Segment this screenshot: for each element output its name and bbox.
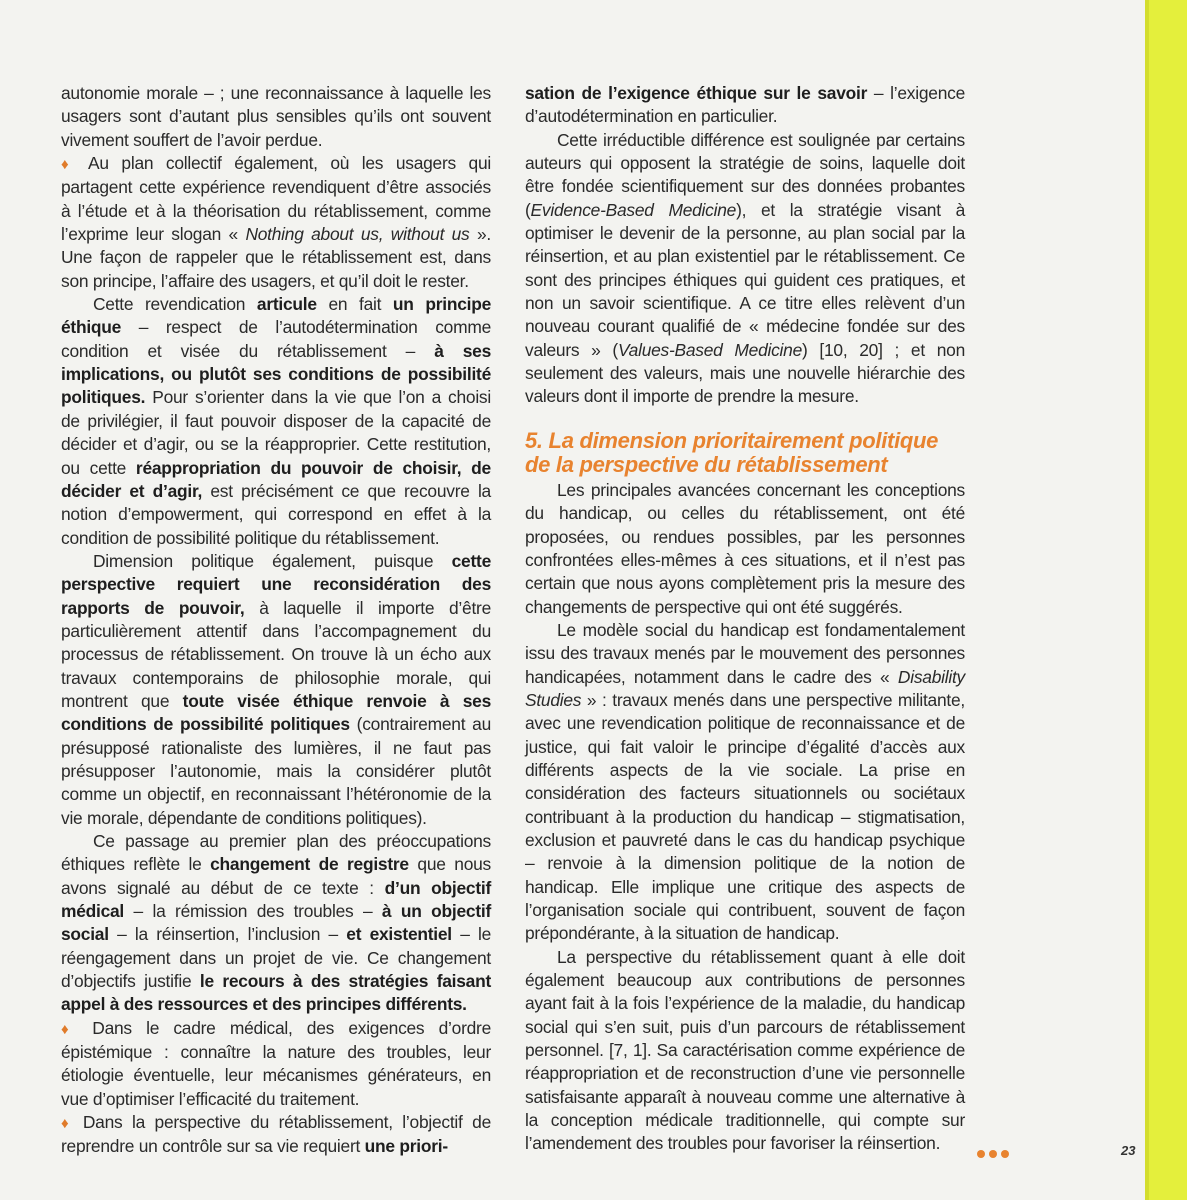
paragraph: Ce passage au premier plan des préoccupations éthiques reflète le changement de registre que nous avons signalé au début de ce texte : d’un objectif médical – la rémission des troubles – à un objectif social – la réinsertion, l’inclusion – et existentiel – le réengagement dans un projet de vie. Ce changement d’objectifs justifie le recours à des stratégies faisant appel à des ressources et des principes différents. bbox=[61, 831, 492, 1015]
page-number: 23 bbox=[1121, 1143, 1136, 1158]
diamond-bullet-icon: ♦ bbox=[61, 1115, 74, 1133]
bullet-paragraph: ♦ Dans le cadre médical, des exigences d’ordre épistémique : connaître la nature des troubles, leur étiologie éventuelle, leur mécanismes générateurs, en vue d’optimiser l’efficacité du traitement. bbox=[61, 1017, 491, 1109]
paragraph: La perspective du rétablissement quant à elle doit également beaucoup aux contributions de personnes ayant fait à la fois l’expérience de la maladie, du handicap social qui s’en suit, puis d’un parcours de rétablissement personnel. [7, 1]. Sa caractérisation comme expérience de réappropriation et de reconstruction d’une vie personnelle satisfaisante apparaît à nouveau comme une alternative à la conception médicale traditionnelle, qui compte sur l’amendement des troubles pour favoriser la réinsertion. bbox=[525, 946, 965, 1154]
paragraph: Dimension politique également, puisque cette perspective requiert une reconsidération des rapports de pouvoir, à laquelle il importe d’être particulièrement attentif dans l’accompagnement du processus de rétablissement. On trouve là un écho aux travaux contemporains de philosophie morale, qui montrent que toute visée éthique renvoie à ses conditions de possibilité politiques (contrairement au présupposé rationaliste des lumières, il ne faut pas présupposer l’autonomie, mais la considérer plutôt comme un objectif, en reconnaissant l’hétéronomie de la vie morale, dépendante de conditions politiques). bbox=[61, 550, 492, 828]
paragraph: Cette revendication articule en fait un principe éthique – respect de l’autodétermination comme condition et visée du rétablissement – à ses implications, ou plutôt ses conditions de possibilité politiques. Pour s’orienter dans la vie que l’on a choisi de privilégier, il faut pouvoir disposer de la capacité de décider et d’agir, ou se la réapproprier. Cette restitution, ou cette réappropriation du pouvoir de choisir, de décider et d’agir, est précisément ce que recouvre la notion d’empowerment, qui correspond en effet à la condition de possibilité politique du rétablissement. bbox=[61, 294, 491, 548]
paragraph: autonomie morale – ; une reconnaissance à laquelle les usagers sont d’autant plus sensibles qu’ils ont souvent vivement souffert de l’avoir perdue. bbox=[61, 83, 491, 150]
bullet-paragraph: ♦ Dans la perspective du rétablissement, l’objectif de reprendre un contrôle sur sa vie requiert une priori- bbox=[61, 1112, 491, 1157]
paragraph: Cette irréductible différence est soulignée par certains auteurs qui opposent la stratégie de soins, laquelle doit être fondée scientifiquement sur des données probantes (Evidence-Based Medicine), et la stratégie visant à optimiser le devenir de la personne, au plan social par la réinsertion, et au plan existentiel par le rétablissement. Ce sont des principes éthiques qui guident ces pratiques, et non un savoir scientifique. A ce titre elles relèvent d’un nouveau courant qualifié de « médecine fondée sur des valeurs » (Values-Based Medicine) [10, 20] ; et non seulement des valeurs, mais une nouvelle hiérarchie des valeurs dont il importe de prendre la mesure. bbox=[525, 129, 966, 407]
paragraph: Les principales avancées concernant les conceptions du handicap, ou celles du rétablissement, ont été proposées, ou rendues possibles, par les personnes confrontées elles-mêmes à ces situations, et il n’est pas certain que nous ayons complètement pris la mesure des changements de perspective qui ont été suggérés. bbox=[525, 479, 965, 617]
continuation-dots-icon bbox=[977, 1150, 1009, 1158]
paragraph: sation de l’exigence éthique sur le savoir – l’exigence d’autodétermination en particulier. bbox=[525, 83, 965, 127]
left-column bbox=[61, 82, 491, 1159]
paragraph: Le modèle social du handicap est fondamentalement issu des travaux menés par le mouvement des personnes handicapées, notamment dans le cadre des « Disability Studies » : travaux menés dans une perspective militante, avec une revendication politique de reconnaissance et de justice, qui fait valoir le principe d’égalité d’accès aux différents aspects de la vie sociale. La prise en considération des facteurs situationnels ou sociétaux contribuant à la production du handicap – stigmatisation, exclusion et pauvreté dans le cas du handicap psychique – renvoie à la dimension politique de la notion de handicap. Elle implique une critique des aspects de l’organisation sociale qui contribuent, souvent de façon prépondérante, à la situation de handicap. bbox=[525, 619, 965, 944]
bullet-paragraph: ♦ Au plan collectif également, où les usagers qui partagent cette expérience revendiquent d’être associés à l’étude et à la théorisation du rétablissement, comme l’exprime leur slogan « Nothing about us, without us ». Une façon de rappeler que le rétablissement est, dans son principe, l’affaire des usagers, et qu’il doit le rester. bbox=[61, 153, 492, 291]
right-column bbox=[525, 82, 965, 1156]
section-heading: 5. La dimension prioritairement politique de la perspective du rétablissement bbox=[525, 427, 939, 477]
diamond-bullet-icon: ♦ bbox=[61, 1020, 79, 1038]
diamond-bullet-icon: ♦ bbox=[61, 156, 77, 174]
yellow-edge-band bbox=[1145, 0, 1187, 1200]
